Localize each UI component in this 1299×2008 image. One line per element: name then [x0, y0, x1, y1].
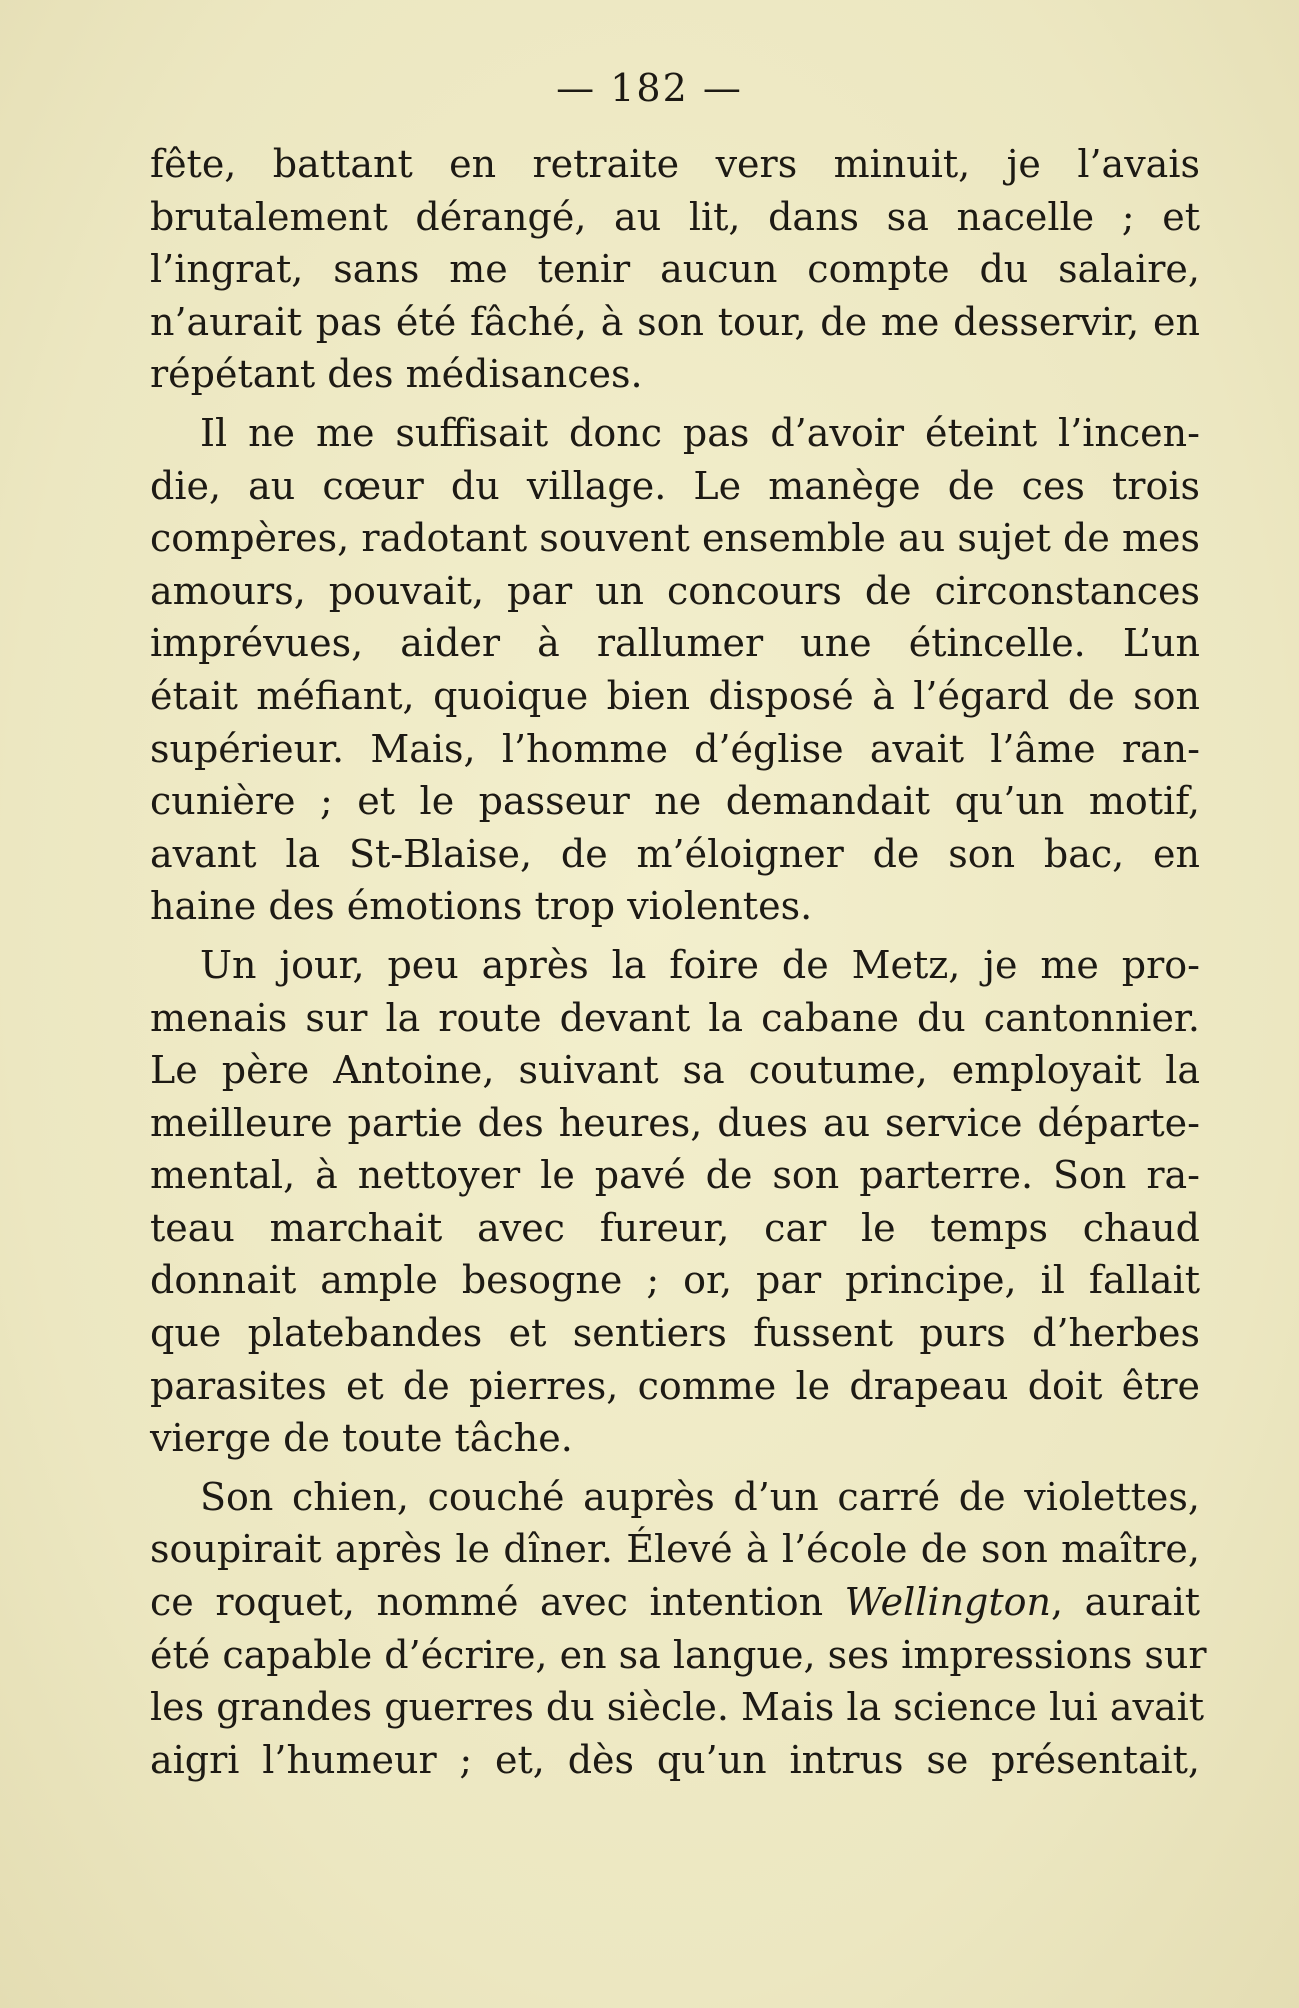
- text-fragment: ce roquet, nommé avec intention: [150, 1580, 824, 1625]
- text-line: avant la St-Blaise, de m’éloigner de son bac, en: [150, 831, 1200, 876]
- text-line: haine des émotions trop violentes.: [150, 884, 813, 929]
- text-line: donnait ample besogne ; or, par principe, il fallait: [150, 1258, 1200, 1303]
- text-line: meilleure partie des heures, dues au service départe-: [150, 1100, 1200, 1145]
- paragraph: [150, 939, 1200, 1465]
- paragraph: [150, 407, 1200, 933]
- text-line: Un jour, peu après la foire de Metz, je me pro-: [200, 942, 1200, 987]
- text-line: supérieur. Mais, l’homme d’église avait l’âme ran-: [150, 726, 1200, 771]
- text-line: cunière ; et le passeur ne demandait qu’un motif,: [150, 779, 1200, 824]
- text-line: aigri l’humeur ; et, dès qu’un intrus se présentait,: [150, 1737, 1200, 1782]
- italic-name: Wellington: [844, 1580, 1051, 1625]
- paragraph: [150, 1471, 1207, 1787]
- text-line: imprévues, aider à rallumer une étincelle. L’un: [150, 621, 1200, 666]
- text-line: était méfiant, quoique bien disposé à l’égard de son: [150, 673, 1200, 718]
- text-line: soupirait après le dîner. Élevé à l’école de son maître,: [150, 1527, 1200, 1572]
- paragraph: [150, 138, 1200, 401]
- text-line: Son chien, couché auprès d’un carré de violettes,: [200, 1474, 1200, 1519]
- text-line: Il ne me suffisait donc pas d’avoir éteint l’incen-: [200, 410, 1200, 455]
- text-line: n’aurait pas été fâché, à son tour, de me desservir, en: [150, 299, 1200, 344]
- text-line: fête, battant en retraite vers minuit, je l’avais: [150, 142, 1200, 186]
- text-line: parasites et de pierres, comme le drapeau doit être: [150, 1363, 1200, 1408]
- text-line: amours, pouvait, par un concours de circonstances: [150, 568, 1200, 613]
- text-line: que platebandes et sentiers fussent purs d’herbes: [150, 1311, 1200, 1356]
- text-line: l’ingrat, sans me tenir aucun compte du salaire,: [150, 247, 1200, 292]
- body-text: [150, 138, 1207, 1786]
- text-fragment: , aurait: [1051, 1580, 1201, 1625]
- text-line: die, au cœur du village. Le manège de ces trois: [150, 463, 1200, 508]
- text-line: répétant des médisances.: [150, 352, 643, 397]
- text-line: brutalement dérangé, au lit, dans sa nacelle ; et: [150, 194, 1200, 239]
- text-line: Le père Antoine, suivant sa coutume, employait la: [150, 1048, 1200, 1093]
- text-line-with-italic: [150, 1576, 1200, 1629]
- text-line: menais sur la route devant la cabane du cantonnier.: [150, 995, 1200, 1040]
- text-line: compères, radotant souvent ensemble au sujet de mes: [150, 516, 1200, 561]
- text-line: teau marchait avec fureur, car le temps chaud: [150, 1205, 1200, 1250]
- page-number: — 182 —: [556, 66, 743, 110]
- text-line: les grandes guerres du siècle. Mais la science lui avait: [150, 1685, 1205, 1730]
- text-line: mental, à nettoyer le pavé de son parterre. Son ra-: [150, 1153, 1200, 1198]
- text-line: été capable d’écrire, en sa langue, ses impressions sur: [150, 1632, 1207, 1677]
- text-line: vierge de toute tâche.: [150, 1416, 573, 1461]
